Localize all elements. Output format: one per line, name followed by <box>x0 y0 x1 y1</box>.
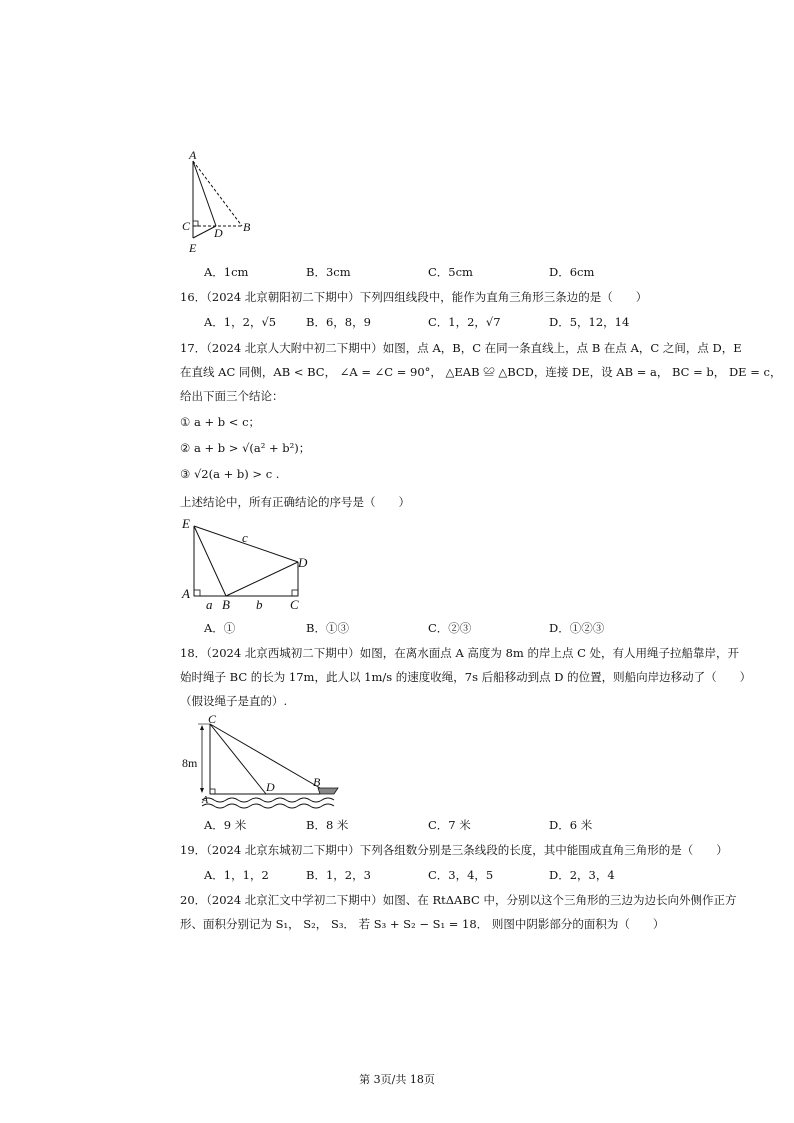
q17-line-1: 17．（2024 北京人大附中初二下期中）如图，点 A，B，C 在同一条直线上，点 B 在点 A，C 之间，点 D，E <box>180 341 742 355</box>
q19-stem: 19．（2024 北京东城初二下期中）下列各组数分别是三条线段的长度，其中能围成直角三角形的是（ ） <box>180 843 728 857</box>
q17-option-b: B．①③ <box>306 621 349 635</box>
fig17-label-b-side: b <box>256 597 263 612</box>
fig15-label-c: C <box>182 219 191 233</box>
q15-option-a: A．1cm <box>204 265 249 279</box>
fig18-label-c: C <box>208 712 217 726</box>
figure-q18 <box>180 712 350 812</box>
q19-option-a: A．1，1，2 <box>204 868 269 882</box>
q15-option-b: B．3cm <box>306 265 351 279</box>
fig15-label-a: A <box>189 148 197 162</box>
q18-line-1: 18．（2024 北京西城初二下期中）如图，在离水面点 A 高度为 8m 的岸上点 C 处，有人用绳子拉船靠岸，开 <box>180 646 740 660</box>
fig17-label-a-side: a <box>206 597 213 612</box>
q16-option-a: A．1，2，√5 <box>204 315 277 329</box>
q18-option-d: D．6 米 <box>549 818 593 832</box>
fig18-label-height: 8m <box>182 756 198 770</box>
fig15-label-d: D <box>214 226 223 240</box>
q17-conclusion-1: ① a + b < c； <box>180 415 261 429</box>
q20-line-2: 形、面积分别记为 S₁， S₂， S₃． 若 S₃ + S₂ − S₁ = 18． 则图中阴影部分的面积为（ ） <box>180 917 665 931</box>
q19-option-c: C．3，4，5 <box>428 868 494 882</box>
fig17-label-d: D <box>298 555 308 570</box>
fig15-label-e: E <box>189 241 197 255</box>
fig17-label-c-side: c <box>242 530 248 545</box>
q17-line-2: 在直线 AC 同侧，AB < BC， ∠A = ∠C = 90°， △EAB ≌ △BCD，连接 DE，设 AB = a， BC = b， DE = c， <box>180 365 782 379</box>
q18-option-c: C．7 米 <box>428 818 471 832</box>
q15-option-c: C．5cm <box>428 265 473 279</box>
fig18-label-d: D <box>266 780 275 794</box>
fig17-label-b: B <box>222 597 230 612</box>
fig17-label-c: C <box>290 597 299 612</box>
q16-option-b: B．6，8，9 <box>306 315 371 329</box>
fig17-label-a: A <box>182 586 190 601</box>
fig18-label-b: B <box>313 775 321 789</box>
q20-line-1: 20．（2024 北京汇文中学初二下期中）如图、在 RtΔABC 中，分别以这个三角形的三边为边长向外侧作正方 <box>180 893 737 907</box>
q17-line-3: 给出下面三个结论： <box>180 389 284 403</box>
q16-option-d: D．5，12，14 <box>549 315 630 329</box>
q16-option-c: C．1，2，√7 <box>428 315 501 329</box>
q19-option-b: B．1，2，3 <box>306 868 371 882</box>
figure-q17 <box>180 514 320 614</box>
q18-option-b: B．8 米 <box>306 818 349 832</box>
q18-option-a: A．9 米 <box>204 818 247 832</box>
q17-option-c: C．②③ <box>428 621 472 635</box>
page-footer: 第 3页/共 18页 <box>359 1073 435 1086</box>
q19-option-d: D．2，3，4 <box>549 868 615 882</box>
fig17-label-e: E <box>182 516 190 531</box>
q16-stem: 16．（2024 北京朝阳初二下期中）下列四组线段中，能作为直角三角形三条边的是（ ） <box>180 290 648 304</box>
q15-option-d: D．6cm <box>549 265 595 279</box>
q18-line-3: （假设绳子是直的）. <box>180 694 288 708</box>
q18-line-2: 始时绳子 BC 的长为 17m，此人以 1m/s 的速度收绳，7s 后船移动到点 D 的位置，则船向岸边移动了（ ） <box>180 670 752 684</box>
q17-option-a: A．① <box>204 621 236 635</box>
q17-question: 上述结论中，所有正确结论的序号是（ ） <box>180 495 410 509</box>
fig15-label-b: B <box>243 220 251 234</box>
q17-conclusion-3: ③ √2(a + b) > c . <box>180 467 280 481</box>
figure-q15 <box>180 148 260 258</box>
q17-conclusion-2: ② a + b > √(a² + b²)； <box>180 441 311 455</box>
q17-option-d: D．①②③ <box>549 621 605 635</box>
fig18-label-a: A <box>202 795 209 806</box>
